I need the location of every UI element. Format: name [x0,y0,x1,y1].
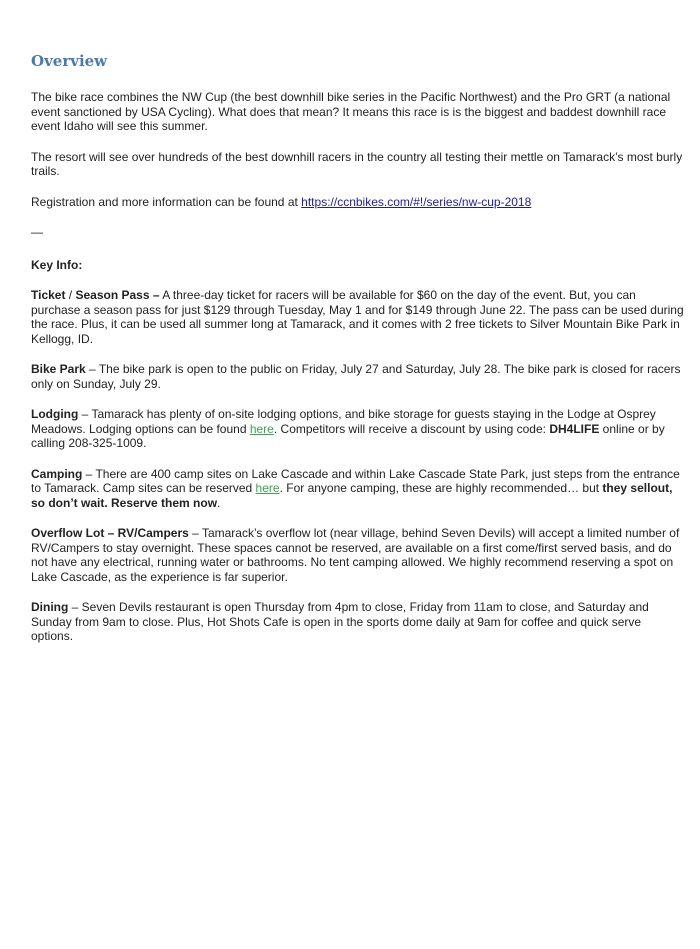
overflow-body: – Tamarack’s overflow lot (near village, behind Seven Devils) will accept a limited number of RV/Campers to stay overnight. These spaces cannot be reserved, are available on a first come/first served basis, and do not have any electrical, running water or bathrooms. No tent camping allowed. We highly recommend reserving a spot on Lake Cascade, as the experience is far superior. [31,526,680,584]
registration-link[interactable]: https://ccnbikes.com/#!/series/nw-cup-2018 [301,194,532,209]
camping-title: Camping [31,466,83,481]
overview-heading: Overview [31,52,108,70]
camping-here-link[interactable]: here [255,481,280,495]
intro-paragraph-1: The bike race combines the NW Cup (the best downhill bike series in the Pacific Northwest) and the Pro GRT (a national event sanctioned by USA Cycling). What does that mean? It means this race is is the biggest and baddest downhill race event Idaho will see this summer. [31,90,671,133]
lodging-paragraph [31,407,686,451]
dining-title: Dining [31,600,69,614]
dining-paragraph [31,600,686,644]
camping-period: . [217,495,221,510]
key-info-heading [31,258,686,273]
overflow-title: Overflow Lot – RV/Campers [31,526,189,540]
ticket-title-separator: / [65,288,76,302]
lodging-body-1: – Tamarack has plenty of on-site lodging options, and bike storage for guests staying in the Lodge at Osprey Meadows. Lodging options can be found [31,407,656,436]
registration-paragraph [31,195,686,210]
ticket-paragraph [31,288,686,346]
camping-body-1: – There are 400 camp sites on Lake Cascade and within Lake Cascade State Park, just steps from the entrance to Tamarack. Camp sites can be reserved [31,466,680,495]
camping-body-2: . For anyone camping, these are highly recommended… but [279,481,603,495]
lodging-here-link[interactable]: here [249,421,274,436]
lodging-body-3: online or by calling 208-325-1009. [31,421,665,450]
dining-body: – Seven Devils restaurant is open Thursday from 4pm to close, Friday from 11am to close, and Saturday and Sunday from 9am to close. Plus, Hot Shots Cafe is open in the sports dome daily at 9am for coffee and quick serve options. [31,600,649,643]
overflow-paragraph [31,526,686,584]
camping-sellout-warning: they sellout, so don’t wait. Reserve them now [31,481,673,510]
camping-paragraph [31,467,686,511]
intro-paragraph-2: The resort will see over hundreds of the best downhill racers in the country all testing their mettle on Tamarack’s most burly trails. [31,149,683,178]
bike-park-paragraph [31,362,686,391]
key-info-label: Key Info: [31,257,83,272]
separator: — [31,225,43,239]
lodging-discount-code: DH4LIFE [549,421,600,436]
bike-park-title: Bike Park [31,362,86,376]
lodging-body-2: . Competitors will receive a discount by using code: [273,421,550,436]
lodging-title: Lodging [31,407,79,421]
bike-park-body: – The bike park is open to the public on Friday, July 27 and Saturday, July 28. The bike park is closed for racers only on Sunday, July 29. [31,362,681,391]
registration-text: Registration and more information can be found at [31,194,302,209]
ticket-body: A three-day ticket for racers will be available for $60 on the day of the event. But, you can purchase a season pass for just $129 through Tuesday, May 1 and for $149 through June 22. The pass can be used during the race. Plus, it can be used all summer long at Tamarack, and it comes with 2 free tickets to Silver Mountain Bike Park in Kellogg, ID. [31,288,684,346]
ticket-title: Ticket [31,288,66,302]
season-pass-title: Season Pass – [75,288,160,302]
document-content [31,52,686,660]
